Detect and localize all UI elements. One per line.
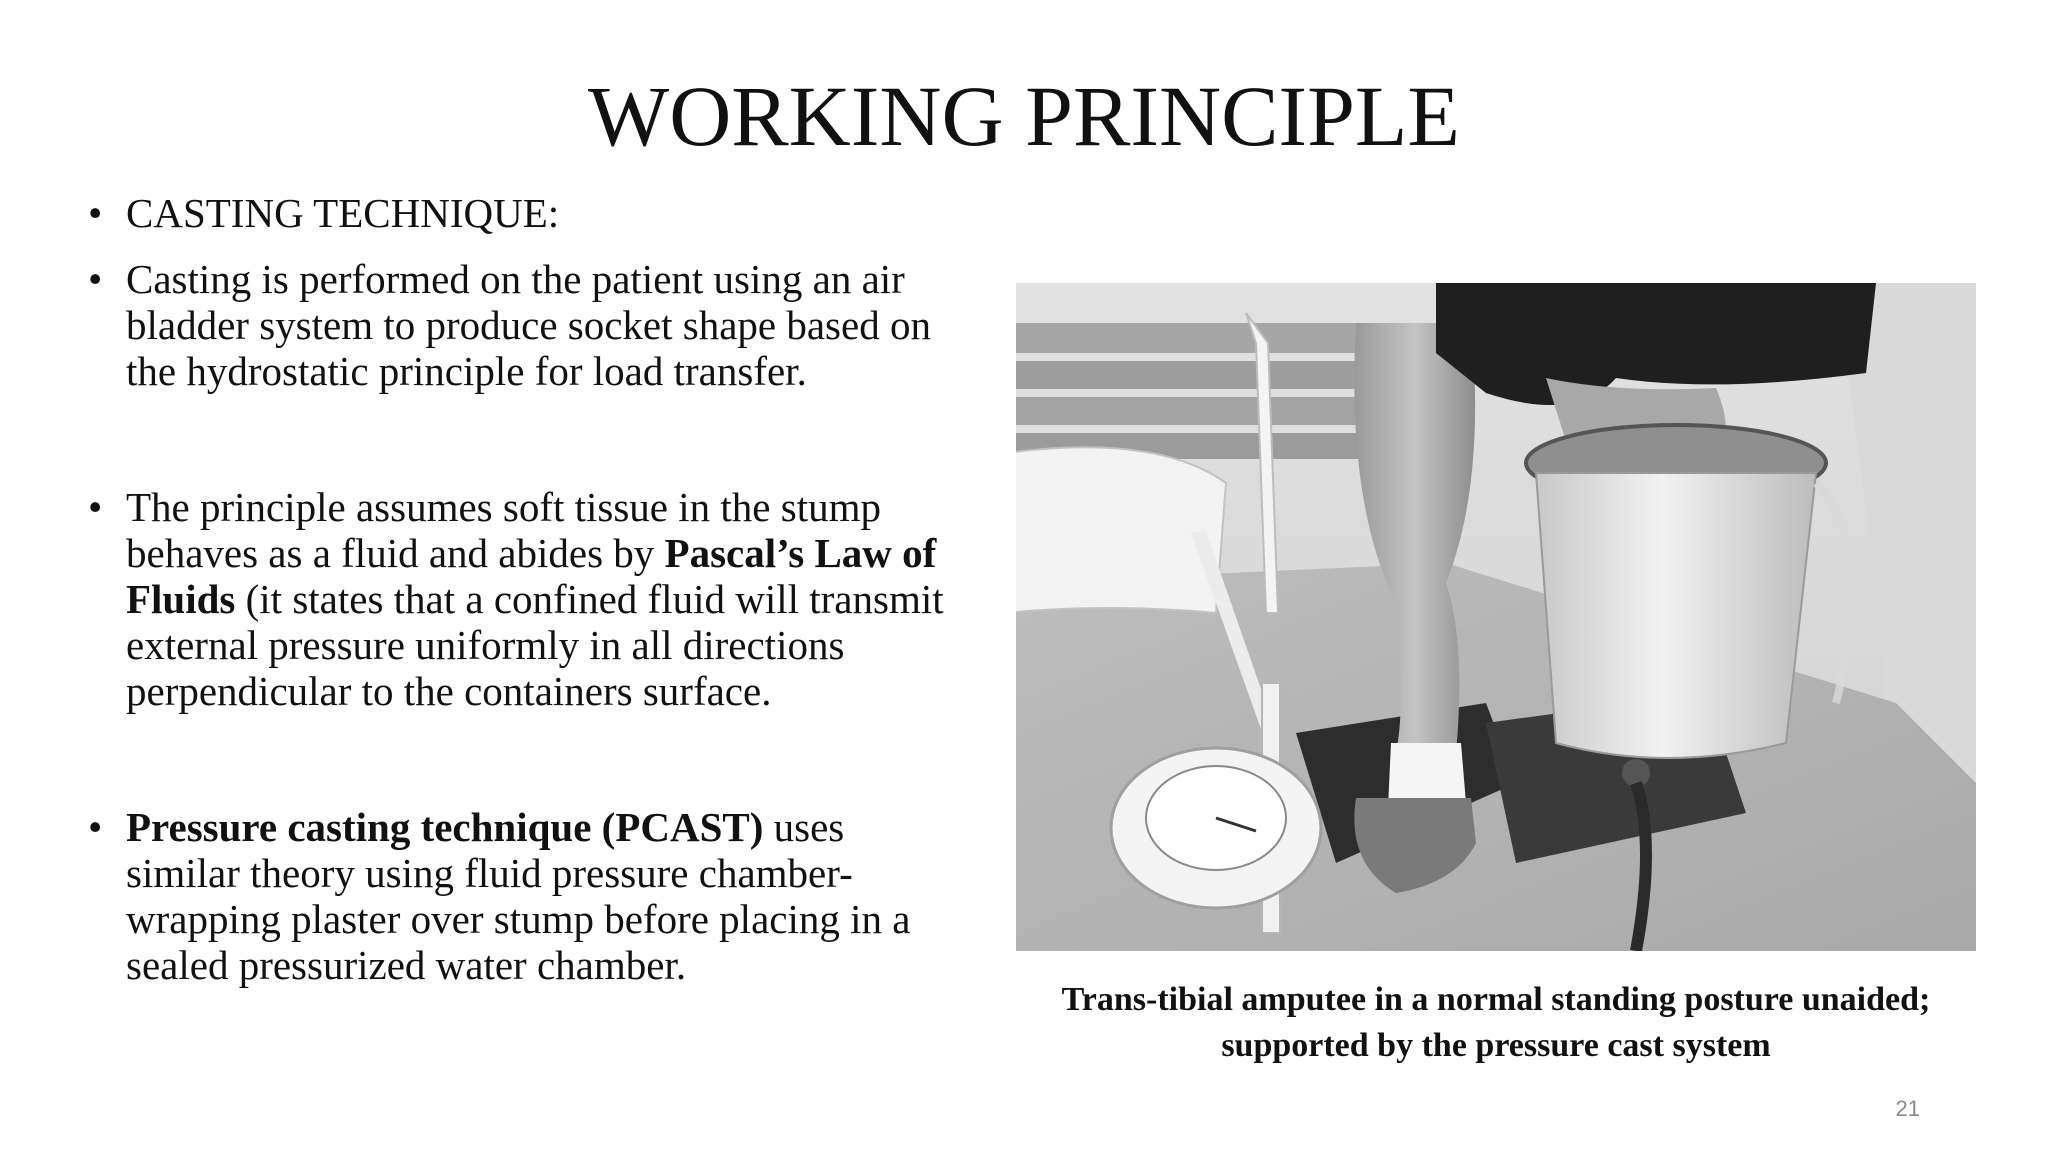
caption-line: supported by the pressure cast system: [1221, 1027, 1771, 1064]
amputee-photo: [1016, 283, 1976, 951]
bullet-text: uses similar theory using fluid pressure chamber- wrapping plaster over stump before placing in a sealed pressurized water chamber.: [126, 804, 911, 988]
bullet-dot: •: [88, 804, 103, 850]
bullet-text: Casting is performed on the patient using an air bladder system to produce socket shape based on the hydrostatic principle for load transfer.: [126, 256, 931, 394]
bullet-item: [86, 190, 966, 236]
bullet-list: [86, 190, 966, 988]
bullet-dot: •: [88, 190, 103, 236]
bullet-bold-text: Pascal’s Law of Fluids: [126, 530, 937, 622]
bullet-bold-text: Pressure casting technique (PCAST): [126, 804, 764, 850]
bullet-item: [86, 484, 966, 714]
bullet-dot: •: [88, 256, 103, 302]
slide-title: WORKING PRINCIPLE: [588, 68, 1460, 164]
caption-line: Trans-tibial amputee in a normal standing posture unaided;: [1061, 981, 1931, 1018]
page-number: 21: [1895, 1096, 1920, 1121]
bullet-item: [86, 804, 966, 988]
figure-caption: [990, 977, 2002, 1069]
bullet-text: (it states that a confined fluid will transmit external pressure uniformly in all directions perpendicular to the containers surface.: [126, 576, 944, 714]
bullet-dot: •: [88, 484, 103, 530]
bullet-text: CASTING TECHNIQUE:: [126, 190, 560, 236]
bullet-item: [86, 256, 966, 394]
bullet-text: The principle assumes soft tissue in the stump behaves as a fluid and abides by: [126, 484, 881, 576]
